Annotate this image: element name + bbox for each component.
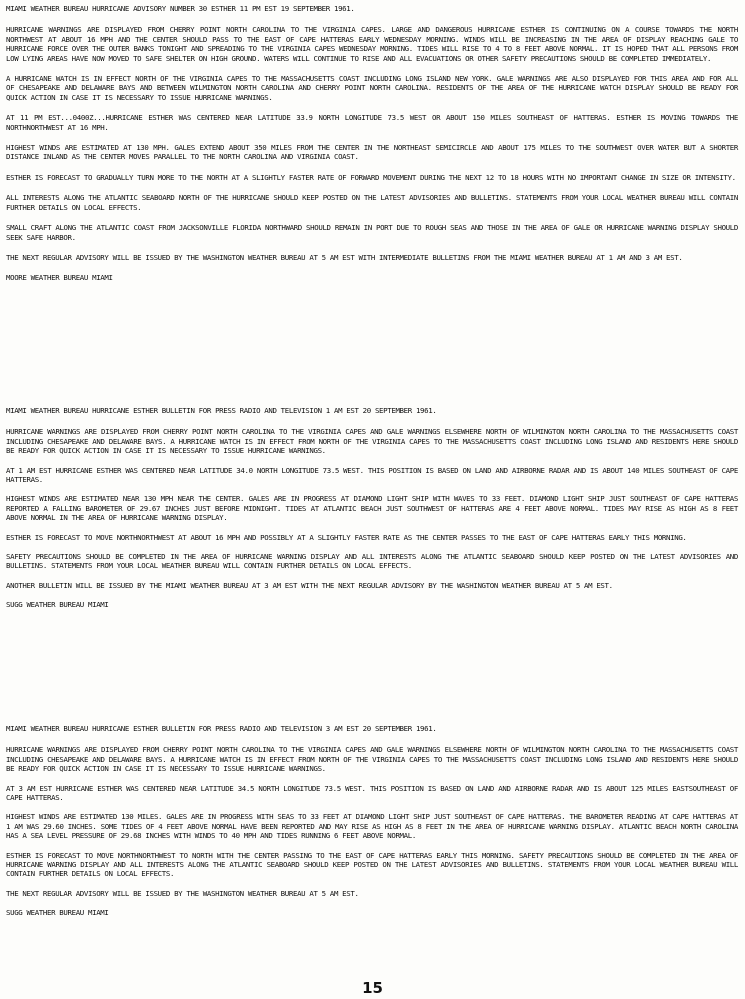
bulletin-paragraph: ESTHER IS FORECAST TO MOVE NORTHNORTHWEST AT ABOUT 16 MPH AND POSSIBLY AT A SLIGHTLY FASTER RATE AS THE CENTER PASSES TO THE EAST OF CAPE HATTERAS EARLY THIS MORNING. xyxy=(6,532,687,542)
bulletin-3am xyxy=(6,724,738,928)
bulletin-paragraph: HURRICANE WARNINGS ARE DISPLAYED FROM CHERRY POINT NORTH CAROLINA TO THE VIRGINIA CAPES. LARGE AND DANGEROUS HURRICANE ESTHER IS CONTINUING ON A COURSE TOWARDS THE NORTH NORTHWEST AT ABOUT 16 MPH AND THE CENTER SHOULD PASS TO THE EAST OF CAPE HATTERAS EARLY WEDNESDAY MORNING. WINDS WILL BE INCREASING IN THE AREA OF DISPLAY REACHING GALE TO HURRICANE FORCE OVER THE OUTER BANKS TONIGHT AND SPREADING TO THE VIRGINIA CAPES WEDNESDAY MORNING. TIDES WILL RISE TO 4 TO 8 FEET ABOVE NORMAL. IT IS HOPED THAT ALL PERSONS FROM LOW LYING AREAS HAVE NOW MOVED TO SAFE SHELTER ON HIGH GROUND. WATERS WILL CONTINUE TO RISE AND ALL EVACUATIONS OR OTHER SAFETY PRECAUTIONS SHOULD BE COMPLETED IMMEDIATELY. xyxy=(6,25,738,63)
bulletin-header: MIAMI WEATHER BUREAU HURRICANE ADVISORY NUMBER 30 ESTHER 11 PM EST 19 SEPTEMBER 1961. xyxy=(6,4,355,13)
advisory-30-11pm xyxy=(6,4,738,294)
bulletin-paragraph: HIGHEST WINDS ARE ESTIMATED 130 MILES. GALES ARE IN PROGRESS WITH SEAS TO 33 FEET AT DIAMOND LIGHT SHIP JUST SOUTHEAST OF CAPE HATTERAS. THE BAROMETER READING AT CAPE HATTERAS AT 1 AM WAS 29.60 INCHES. SOME TIDES OF 4 FEET ABOVE NORMAL HAVE BEEN REPORTED AND MAY RISE AS HIGH AS 8 FEET IN THE AREA OF HURRICANE WARNING DISPLAY. ATLANTIC BEACH NORTH CAROLINA HAS A SEA LEVEL PRESSURE OF 29.68 INCHES WITH WINDS TO 40 MPH AND TIDES RUNNING 6 FEET ABOVE NORMAL. xyxy=(6,812,738,841)
bulletin-signoff: SUGG WEATHER BUREAU MIAMI xyxy=(6,600,109,610)
bulletin-paragraph: AT 1 AM EST HURRICANE ESTHER WAS CENTERED NEAR LATITUDE 34.0 NORTH LONGITUDE 73.5 WEST. THIS POSITION IS BASED ON LAND AND AIRBORNE RADAR AND IS ABOUT 140 MILES SOUTHEAST OF CAPE HATTERAS. xyxy=(6,465,738,485)
bulletin-paragraph: AT 3 AM EST HURRICANE ESTHER WAS CENTERED NEAR LATITUDE 34.5 NORTH LONGITUDE 73.5 WEST. THIS POSITION IS BASED ON LAND AND AIRBORNE RADAR AND IS ABOUT 125 MILES EASTSOUTHEAST OF CAPE HATTERAS. xyxy=(6,783,738,803)
bulletin-paragraph: ESTHER IS FORECAST TO GRADUALLY TURN MORE TO THE NORTH AT A SLIGHTLY FASTER RATE OF FORWARD MOVEMENT DURING THE NEXT 12 TO 18 HOURS WITH NO IMPORTANT CHANGE IN SIZE OR INTENSITY. xyxy=(6,172,736,182)
bulletin-paragraph: HIGHEST WINDS ARE ESTIMATED AT 130 MPH. GALES EXTEND ABOUT 350 MILES FROM THE CENTER IN THE NORTHEAST SEMICIRCLE AND ABOUT 175 MILES TO THE SOUTHWEST OVER WATER BUT A SHORTER DISTANCE INLAND AS THE CENTER MOVES PARALLEL TO THE NORTH CAROLINA AND VIRGINIA COAST. xyxy=(6,143,738,162)
bulletin-header: MIAMI WEATHER BUREAU HURRICANE ESTHER BULLETIN FOR PRESS RADIO AND TELEVISION 3 AM EST 20 SEPTEMBER 1961. xyxy=(6,724,437,733)
bulletin-paragraph: A HURRICANE WATCH IS IN EFFECT NORTH OF THE VIRGINIA CAPES TO THE MASSACHUSETTS COAST INCLUDING LONG ISLAND NEW YORK. GALE WARNINGS ARE ALSO DISPLAYED FOR THIS AREA AND FOR ALL OF CHESAPEAKE AND DELAWARE BAYS AND BETWEEN WILMINGTON NORTH CAROLINA AND CHERRY POINT NORTH CAROLINA. RESIDENTS OF THE AREA OF THE HURRICANE WATCH DISPLAY SHOULD BE READY FOR QUICK ACTION IN CASE IT IS NECESSARY TO ISSUE HURRICANE WARNINGS. xyxy=(6,74,738,102)
bulletin-paragraph: THE NEXT REGULAR ADVISORY WILL BE ISSUED BY THE WASHINGTON WEATHER BUREAU AT 5 AM EST WITH INTERMEDIATE BULLETINS FROM THE MIAMI WEATHER BUREAU AT 1 AM AND 3 AM EST. xyxy=(6,252,683,262)
page-number: 15 xyxy=(362,979,383,997)
bulletin-signoff: SUGG WEATHER BUREAU MIAMI xyxy=(6,908,109,918)
bulletin-header: MIAMI WEATHER BUREAU HURRICANE ESTHER BULLETIN FOR PRESS RADIO AND TELEVISION 1 AM EST 20 SEPTEMBER 1961. xyxy=(6,406,437,415)
bulletin-paragraph: THE NEXT REGULAR ADVISORY WILL BE ISSUED BY THE WASHINGTON WEATHER BUREAU AT 5 AM EST. xyxy=(6,888,359,898)
bulletin-paragraph: ALL INTERESTS ALONG THE ATLANTIC SEABOARD NORTH OF THE HURRICANE SHOULD KEEP POSTED ON THE LATEST ADVISORIES AND BULLETINS. STATEMENTS FROM YOUR LOCAL WEATHER BUREAU WILL CONTAIN FURTHER DETAILS ON LOCAL EFFECTS. xyxy=(6,193,738,212)
bulletin-paragraph: HURRICANE WARNINGS ARE DISPLAYED FROM CHERRY POINT NORTH CAROLINA TO THE VIRGINIA CAPES AND GALE WARNINGS ELSEWHERE NORTH OF WILMINGTON NORTH CAROLINA TO THE MASSACHUSETTS COAST INCLUDING CHESAPEAKE AND DELAWARE BAYS. A HURRICANE WATCH IS IN EFFECT FROM NORTH OF THE VIRGINIA CAPES TO THE MASSACHUSETTS COAST INCLUDING LONG ISLAND AND RESIDENTS HERE SHOULD BE READY FOR QUICK ACTION IN CASE IT IS NECESSARY TO ISSUE HURRICANE WARNINGS. xyxy=(6,427,738,456)
bulletin-paragraph: HURRICANE WARNINGS ARE DISPLAYED FROM CHERRY POINT NORTH CAROLINA TO THE VIRGINIA CAPES AND GALE WARNINGS ELSEWHERE NORTH OF WILMINGTON NORTH CAROLINA TO THE MASSACHUSETTS COAST INCLUDING CHESAPEAKE AND DELAWARE BAYS. A HURRICANE WATCH IS IN EFFECT FROM NORTH OF THE VIRGINIA CAPES TO THE MASSACHUSETTS COAST INCLUDING LONG ISLAND AND RESIDENTS HERE SHOULD BE READY FOR QUICK ACTION IN CASE IT IS NECESSARY TO ISSUE HURRICANE WARNINGS. xyxy=(6,745,738,774)
bulletin-paragraph: SAFETY PRECAUTIONS SHOULD BE COMPLETED IN THE AREA OF HURRICANE WARNING DISPLAY AND ALL INTERESTS ALONG THE ATLANTIC SEABOARD SHOULD KEEP POSTED ON THE LATEST ADVISORIES AND BULLETINS. STATEMENTS FROM YOUR LOCAL WEATHER BUREAU WILL CONTAIN FURTHER DETAILS ON LOCAL EFFECTS. xyxy=(6,552,738,571)
bulletin-paragraph: AT 11 PM EST...0400Z...HURRICANE ESTHER WAS CENTERED NEAR LATITUDE 33.9 NORTH LONGITUDE 73.5 WEST OR ABOUT 150 MILES SOUTHEAST OF HATTERAS. ESTHER IS MOVING TOWARDS THE NORTHNORTHWEST AT 16 MPH. xyxy=(6,113,738,132)
bulletin-paragraph: HIGHEST WINDS ARE ESTIMATED NEAR 130 MPH NEAR THE CENTER. GALES ARE IN PROGRESS AT DIAMOND LIGHT SHIP WITH WAVES TO 33 FEET. DIAMOND LIGHT SHIP JUST SOUTHEAST OF CAPE HATTERAS REPORTED A FALLING BAROMETER OF 29.67 INCHES JUST BEFORE MIDNIGHT. TIDES AT ATLANTIC BEACH JUST SOUTHWEST OF HATTERAS ARE 4 FEET ABOVE NORMAL. TIDES MAY RISE AS HIGH AS 8 FEET ABOVE NORMAL IN THE AREA OF HURRICANE WARNING DISPLAY. xyxy=(6,494,738,523)
bulletin-signoff: MOORE WEATHER BUREAU MIAMI xyxy=(6,273,113,283)
bulletin-1am xyxy=(6,406,738,620)
bulletin-paragraph: ESTHER IS FORECAST TO MOVE NORTHNORTHWEST TO NORTH WITH THE CENTER PASSING TO THE EAST OF CAPE HATTERAS EARLY THIS MORNING. SAFETY PRECAUTIONS SHOULD BE COMPLETED IN THE AREA OF HURRICANE WARNING DISPLAY AND ALL INTERESTS ALONG THE ATLANTIC SEABOARD SHOULD KEEP POSTED ON THE LATEST ADVISORIES AND BULLETINS. STATEMENTS FROM YOUR LOCAL WEATHER BUREAU WILL CONTAIN FURTHER DETAILS ON LOCAL EFFECTS. xyxy=(6,850,738,879)
bulletin-paragraph: SMALL CRAFT ALONG THE ATLANTIC COAST FROM JACKSONVILLE FLORIDA NORTHWARD SHOULD REMAIN IN PORT DUE TO ROUGH SEAS AND THOSE IN THE AREA OF GALE OR HURRICANE WARNING DISPLAY SHOULD SEEK SAFE HARBOR. xyxy=(6,223,738,242)
bulletin-paragraph: ANOTHER BULLETIN WILL BE ISSUED BY THE MIAMI WEATHER BUREAU AT 3 AM EST WITH THE NEXT REGULAR ADVISORY BY THE WASHINGTON WEATHER BUREAU AT 5 AM EST. xyxy=(6,580,613,590)
